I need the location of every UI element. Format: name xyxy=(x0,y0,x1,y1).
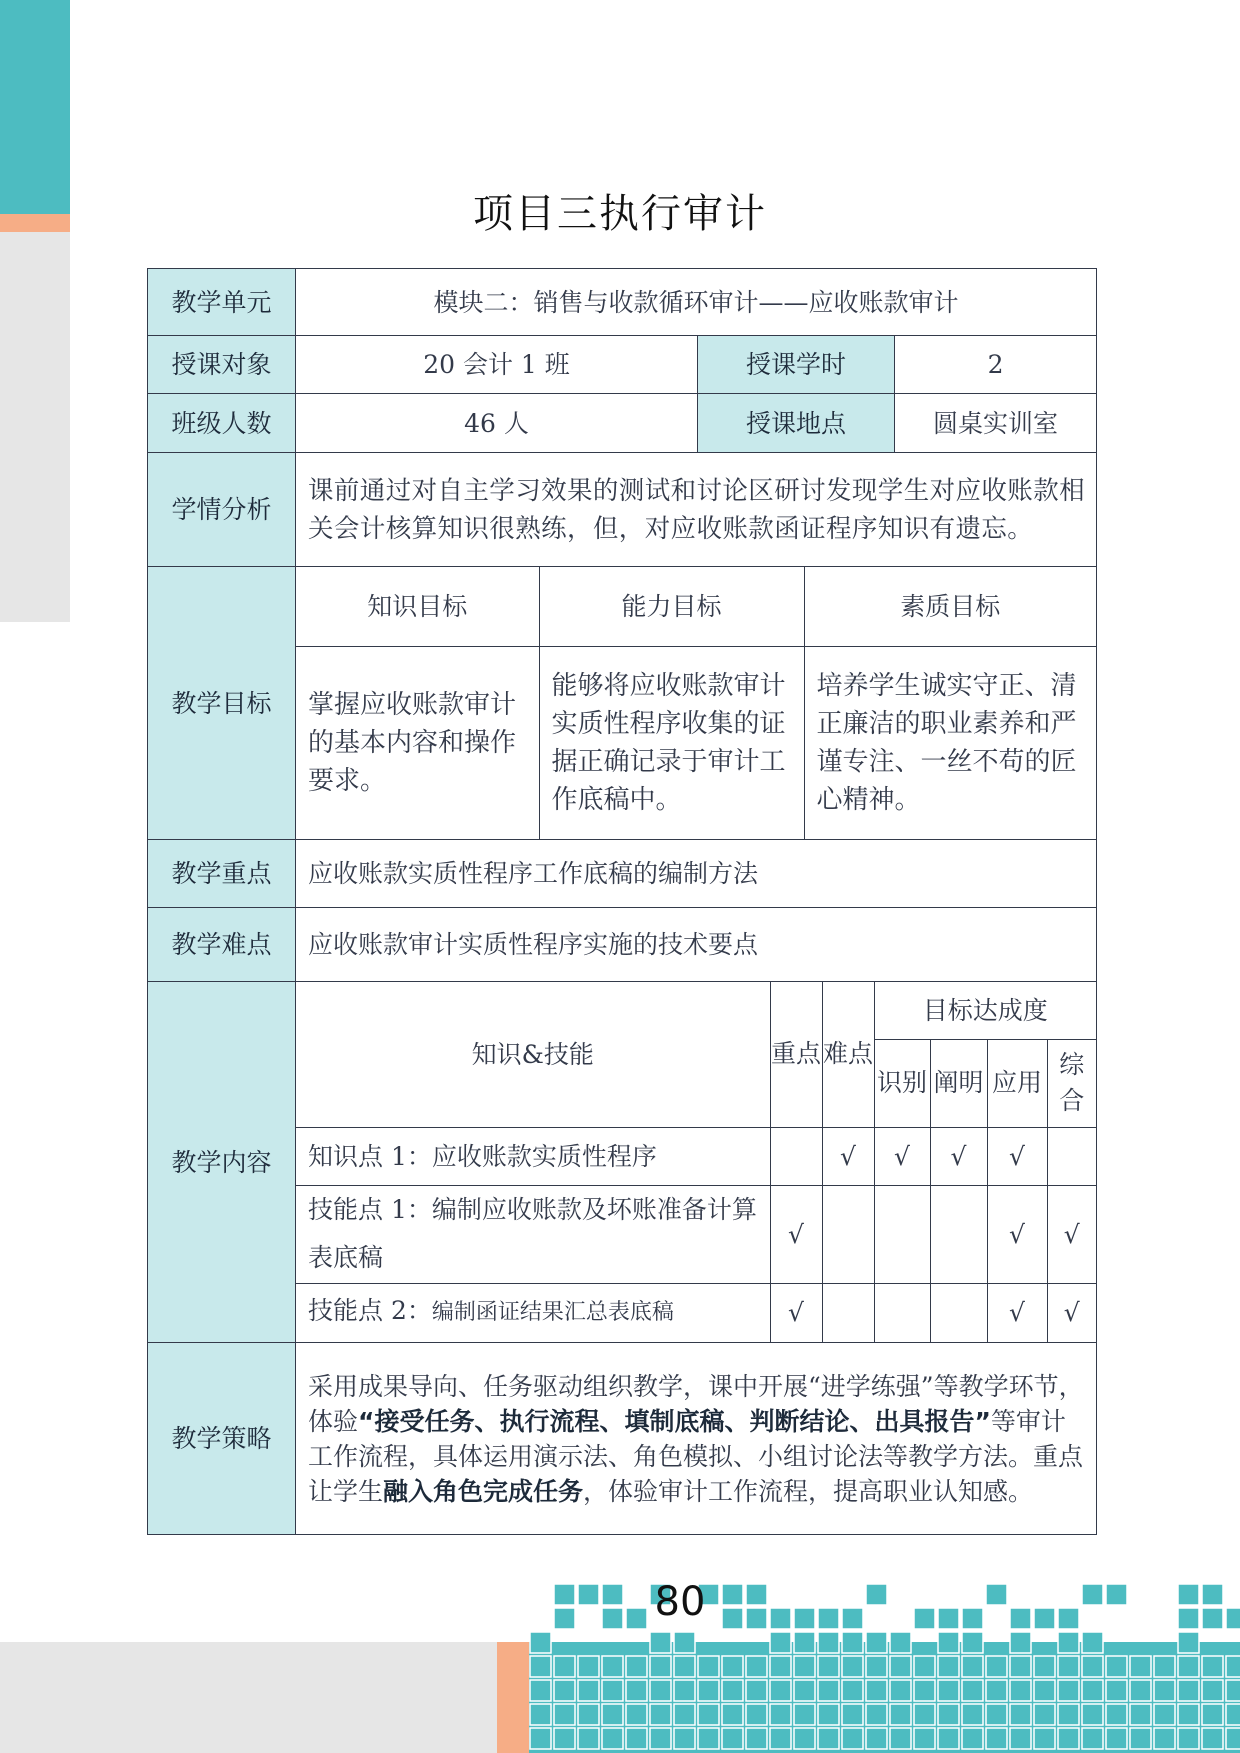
footer-grid-square xyxy=(818,1608,839,1629)
footer-grid-square xyxy=(650,1680,671,1701)
lesson-plan-table xyxy=(147,268,1097,1535)
footer-grid-square xyxy=(1178,1704,1199,1725)
strategy-bold-1: “接受任务、执行流程、填制底稿、判断结论、出具报告” xyxy=(358,1406,991,1436)
footer-grid-square xyxy=(746,1728,767,1749)
place-label: 授课地点 xyxy=(698,394,895,453)
footer-grid-square xyxy=(626,1680,647,1701)
content-item-name: 技能点 1：编制应收账款及坏账准备计算表底稿 xyxy=(296,1185,770,1283)
footer-grid-square xyxy=(1034,1680,1055,1701)
footer-grid-square xyxy=(1106,1680,1127,1701)
footer-grid-square xyxy=(554,1608,575,1629)
goals-cell xyxy=(296,567,1097,840)
footer-grid-square xyxy=(986,1584,1007,1605)
footer-grid-square xyxy=(770,1704,791,1725)
footer-grid-square xyxy=(602,1680,623,1701)
footer-grid-square xyxy=(578,1656,599,1677)
footer-grid-square xyxy=(842,1728,863,1749)
footer-grid-square xyxy=(770,1656,791,1677)
content-inner-table xyxy=(296,982,1096,1342)
footer-grid-square xyxy=(962,1704,983,1725)
footer-grid-square xyxy=(602,1704,623,1725)
side-grey-bar xyxy=(0,232,70,622)
footer-grid-square xyxy=(1178,1680,1199,1701)
page-title: 项目三执行审计 xyxy=(473,191,767,237)
footer-grid-square xyxy=(890,1680,911,1701)
check-explain xyxy=(930,1283,987,1342)
footer-grid-square xyxy=(1154,1728,1175,1749)
difficulty-value: 应收账款审计实质性程序实施的技术要点 xyxy=(296,908,1097,982)
footer-grid-square xyxy=(530,1704,551,1725)
footer-grid-square xyxy=(626,1656,647,1677)
explain-col-head: 阐明 xyxy=(930,1039,987,1127)
footer-grid-square xyxy=(866,1632,887,1653)
footer-grid-square xyxy=(1178,1608,1199,1629)
footer-grid-square xyxy=(1202,1656,1223,1677)
footer-grid-square xyxy=(914,1728,935,1749)
row-content xyxy=(148,982,1097,1343)
footer-grid-square xyxy=(1130,1656,1151,1677)
footer-grid-square xyxy=(674,1632,695,1653)
hours-value: 2 xyxy=(895,336,1097,394)
place-value: 圆桌实训室 xyxy=(895,394,1097,453)
footer-grid-square xyxy=(986,1680,1007,1701)
footer-grid-square xyxy=(842,1632,863,1653)
class-size-label: 班级人数 xyxy=(148,394,296,453)
footer-grid-square xyxy=(674,1656,695,1677)
footer-grid-square xyxy=(530,1680,551,1701)
footer-grid-square xyxy=(1226,1608,1240,1629)
footer-grid-square xyxy=(674,1680,695,1701)
footer-grid-square xyxy=(794,1728,815,1749)
synth-col-head: 综合 xyxy=(1047,1039,1096,1127)
footer-grid-square xyxy=(962,1728,983,1749)
side-teal-bar xyxy=(0,0,70,214)
class-size-value: 46 人 xyxy=(296,394,698,453)
footer-grid-square xyxy=(722,1704,743,1725)
footer-grid-square xyxy=(770,1728,791,1749)
table-row xyxy=(296,1127,1096,1185)
footer-grid-square xyxy=(674,1728,695,1749)
strategy-text-2: 等审计工作流程，具体运用演示法、角色模拟、小组讨论法等教学方法。重点让学生 xyxy=(308,1406,1084,1506)
footer-grid-square xyxy=(698,1680,719,1701)
footer-grid-square xyxy=(1058,1656,1079,1677)
difficulty-label: 教学难点 xyxy=(148,908,296,982)
row-class-size xyxy=(148,394,1097,453)
check-identify xyxy=(874,1185,930,1283)
key-point-value: 应收账款实质性程序工作底稿的编制方法 xyxy=(296,840,1097,908)
footer-grid-square xyxy=(842,1704,863,1725)
check-key: √ xyxy=(770,1283,822,1342)
footer-grid-square xyxy=(1082,1728,1103,1749)
footer-grid-square xyxy=(770,1680,791,1701)
check-key: √ xyxy=(770,1185,822,1283)
unit-value: 模块二：销售与收款循环审计——应收账款审计 xyxy=(296,269,1097,336)
strategy-text-3: ，体验审计工作流程，提高职业认知感。 xyxy=(583,1476,1034,1506)
footer-grid-square xyxy=(674,1704,695,1725)
strategy-bold-2: 融入角色完成任务 xyxy=(383,1476,584,1506)
footer-grid-square xyxy=(866,1584,887,1605)
analysis-label: 学情分析 xyxy=(148,453,296,567)
footer-grid-square xyxy=(1202,1680,1223,1701)
footer-grid-square xyxy=(650,1728,671,1749)
footer-grid-square xyxy=(794,1680,815,1701)
footer-grid-square xyxy=(530,1728,551,1749)
footer-grid-square xyxy=(1010,1632,1031,1653)
footer-grid-square xyxy=(578,1680,599,1701)
unit-label: 教学单元 xyxy=(148,269,296,336)
content-item-name xyxy=(296,1283,770,1342)
footer-grid-square xyxy=(794,1704,815,1725)
footer-grid-square xyxy=(842,1608,863,1629)
footer-grid-square xyxy=(962,1656,983,1677)
footer-grid-square xyxy=(938,1608,959,1629)
goal-achievement-head: 目标达成度 xyxy=(874,982,1096,1039)
footer-grid-square xyxy=(1034,1608,1055,1629)
check-apply: √ xyxy=(987,1283,1047,1342)
quality-goal: 培养学生诚实守正、清正廉洁的职业素养和严谨专注、一丝不苟的匠心精神。 xyxy=(804,646,1096,839)
footer-grid-square xyxy=(650,1704,671,1725)
footer-grid-square xyxy=(818,1632,839,1653)
footer-grid-square xyxy=(962,1680,983,1701)
footer-grid-square xyxy=(746,1656,767,1677)
footer-grid-square xyxy=(938,1704,959,1725)
footer-grid-square xyxy=(890,1704,911,1725)
footer-grid-square xyxy=(794,1608,815,1629)
skill-col-head: 知识&技能 xyxy=(296,982,770,1127)
footer-grid-square xyxy=(554,1680,575,1701)
footer-grid-square xyxy=(1034,1704,1055,1725)
footer-grid-square xyxy=(746,1584,767,1605)
footer-grid-square xyxy=(626,1728,647,1749)
check-synth xyxy=(1047,1127,1096,1185)
ability-goal: 能够将应收账款审计实质性程序收集的证据正确记录于审计工作底稿中。 xyxy=(539,646,804,839)
footer-grid-square xyxy=(914,1680,935,1701)
check-key xyxy=(770,1127,822,1185)
footer-grid-square xyxy=(890,1656,911,1677)
footer-grid-square xyxy=(1154,1704,1175,1725)
check-hard xyxy=(822,1283,874,1342)
footer-grid-square xyxy=(746,1608,767,1629)
identify-col-head: 识别 xyxy=(874,1039,930,1127)
footer-grid-square xyxy=(914,1608,935,1629)
footer-grid-square xyxy=(1178,1632,1199,1653)
check-identify: √ xyxy=(874,1127,930,1185)
footer-grid-square xyxy=(890,1632,911,1653)
check-explain xyxy=(930,1185,987,1283)
footer-grid-square xyxy=(866,1680,887,1701)
footer-grid-square xyxy=(1106,1728,1127,1749)
knowledge-goal: 掌握应收账款审计的基本内容和操作要求。 xyxy=(296,646,539,839)
hours-label: 授课学时 xyxy=(698,336,895,394)
footer-grid-square xyxy=(1082,1680,1103,1701)
footer-grid-square xyxy=(1106,1656,1127,1677)
strategy-value xyxy=(296,1343,1097,1535)
footer-grid-square xyxy=(1034,1728,1055,1749)
footer-grid-square xyxy=(866,1704,887,1725)
row-analysis xyxy=(148,453,1097,567)
check-apply: √ xyxy=(987,1127,1047,1185)
content-item-name: 知识点 1：应收账款实质性程序 xyxy=(296,1127,770,1185)
footer-grid-square xyxy=(722,1608,743,1629)
footer-grid-square xyxy=(890,1728,911,1749)
footer-grid-square xyxy=(554,1656,575,1677)
content-item-prefix: 技能点 2： xyxy=(308,1295,432,1325)
ability-goal-head: 能力目标 xyxy=(539,567,804,646)
footer-grid-square xyxy=(1058,1608,1079,1629)
footer-grid-square xyxy=(1106,1704,1127,1725)
check-hard: √ xyxy=(822,1127,874,1185)
footer-grid-square xyxy=(1058,1680,1079,1701)
footer-grid-square xyxy=(818,1656,839,1677)
footer-grid-square xyxy=(962,1608,983,1629)
check-apply: √ xyxy=(987,1185,1047,1283)
footer-grid-square xyxy=(842,1680,863,1701)
audience-value: 20 会计 1 班 xyxy=(296,336,698,394)
strategy-label: 教学策略 xyxy=(148,1343,296,1535)
footer-grid-square xyxy=(1010,1680,1031,1701)
content-cell xyxy=(296,982,1097,1343)
check-synth: √ xyxy=(1047,1283,1096,1342)
knowledge-goal-head: 知识目标 xyxy=(296,567,539,646)
footer-grid-square xyxy=(1178,1728,1199,1749)
footer-grid-square xyxy=(1082,1584,1103,1605)
footer-grid-square xyxy=(554,1584,575,1605)
content-item-text: 编制函证结果汇总表底稿 xyxy=(431,1299,674,1325)
footer-grid-square xyxy=(722,1584,743,1605)
footer-grid-square xyxy=(530,1656,551,1677)
apply-col-head: 应用 xyxy=(987,1039,1047,1127)
footer-grid-square xyxy=(1226,1728,1240,1749)
footer-grid-square xyxy=(1058,1632,1079,1653)
footer-grid-square xyxy=(1178,1656,1199,1677)
footer-grid-square xyxy=(1226,1656,1240,1677)
check-hard xyxy=(822,1185,874,1283)
row-key-point xyxy=(148,840,1097,908)
page-number: 80 xyxy=(654,1579,706,1625)
footer-grid-square xyxy=(1202,1608,1223,1629)
footer-grid-square xyxy=(938,1680,959,1701)
footer-grid-square xyxy=(1010,1608,1031,1629)
key-col-head: 重点 xyxy=(770,982,822,1127)
footer-grid-square xyxy=(1226,1680,1240,1701)
key-point-label: 教学重点 xyxy=(148,840,296,908)
footer-grid-square xyxy=(650,1632,671,1653)
footer-grid-square xyxy=(602,1584,623,1605)
footer-grid-square xyxy=(938,1632,959,1653)
footer-grid-pattern xyxy=(529,1582,1240,1753)
footer-grid-square xyxy=(1010,1728,1031,1749)
footer-grid-square xyxy=(746,1704,767,1725)
audience-label: 授课对象 xyxy=(148,336,296,394)
goals-label: 教学目标 xyxy=(148,567,296,840)
footer-grid-square xyxy=(818,1728,839,1749)
strategy-text-1: 采用成果导向、任务驱动组织教学，课中开展“进学练强”等教学环节，体验 xyxy=(308,1371,1084,1436)
footer-grid-square xyxy=(1154,1680,1175,1701)
hard-col-head: 难点 xyxy=(822,982,874,1127)
footer-grid-square xyxy=(1154,1656,1175,1677)
footer-grid-square xyxy=(1130,1728,1151,1749)
footer-grid-square xyxy=(1202,1728,1223,1749)
analysis-value: 课前通过对自主学习效果的测试和讨论区研讨发现学生对应收账款相关会计核算知识很熟练，但，对应收账款函证程序知识有遗忘。 xyxy=(296,453,1097,567)
footer-grid-square xyxy=(1226,1704,1240,1725)
footer-grid-square xyxy=(530,1632,551,1653)
footer-grid-square xyxy=(626,1704,647,1725)
footer-grid-square xyxy=(1058,1728,1079,1749)
footer-grid-square xyxy=(722,1680,743,1701)
row-difficulty xyxy=(148,908,1097,982)
footer-grid-square xyxy=(602,1656,623,1677)
footer-grid-square xyxy=(578,1704,599,1725)
footer-grid-square xyxy=(914,1704,935,1725)
footer-grey-band xyxy=(0,1642,497,1753)
footer-grid-square xyxy=(1130,1704,1151,1725)
footer-grid-square xyxy=(986,1728,1007,1749)
row-strategy xyxy=(148,1343,1097,1535)
footer-grid-square xyxy=(650,1656,671,1677)
footer-grid-square xyxy=(962,1632,983,1653)
footer-grid-square xyxy=(818,1680,839,1701)
footer-orange-band xyxy=(497,1642,529,1753)
footer-grid-square xyxy=(698,1704,719,1725)
check-synth: √ xyxy=(1047,1185,1096,1283)
footer-grid-square xyxy=(1034,1656,1055,1677)
row-goals xyxy=(148,567,1097,840)
footer-grid-square xyxy=(842,1656,863,1677)
quality-goal-head: 素质目标 xyxy=(804,567,1096,646)
check-identify xyxy=(874,1283,930,1342)
footer-grid-square xyxy=(578,1584,599,1605)
footer-grid-square xyxy=(1202,1704,1223,1725)
content-label: 教学内容 xyxy=(148,982,296,1343)
footer-grid-square xyxy=(722,1728,743,1749)
footer-grid-square xyxy=(1178,1584,1199,1605)
footer-grid-square xyxy=(866,1656,887,1677)
footer-grid-square xyxy=(1202,1584,1223,1605)
footer-grid-square xyxy=(914,1656,935,1677)
footer-grid-square xyxy=(794,1656,815,1677)
footer-grid-square xyxy=(554,1704,575,1725)
footer-grid-square xyxy=(1106,1584,1127,1605)
footer-grid-square xyxy=(1010,1704,1031,1725)
table-row xyxy=(296,1283,1096,1342)
footer-grid-square xyxy=(602,1608,623,1629)
table-row xyxy=(296,1185,1096,1283)
footer-grid-square xyxy=(818,1704,839,1725)
footer-grid-square xyxy=(938,1728,959,1749)
check-explain: √ xyxy=(930,1127,987,1185)
footer-grid-square xyxy=(602,1728,623,1749)
footer-grid-square xyxy=(986,1656,1007,1677)
goals-inner-table xyxy=(296,567,1096,839)
footer-grid-square xyxy=(554,1728,575,1749)
footer-grid-square xyxy=(578,1728,599,1749)
footer-grid-square xyxy=(938,1656,959,1677)
footer-grid-square xyxy=(794,1632,815,1653)
row-unit xyxy=(148,269,1097,336)
footer-grid-square xyxy=(698,1728,719,1749)
footer-grid-square xyxy=(770,1632,791,1653)
footer-grid-square xyxy=(1058,1704,1079,1725)
footer-grid-square xyxy=(722,1656,743,1677)
footer-grid-square xyxy=(1130,1680,1151,1701)
row-audience xyxy=(148,336,1097,394)
footer-grid-square xyxy=(698,1656,719,1677)
footer-grid-square xyxy=(1010,1656,1031,1677)
footer-grid-square xyxy=(866,1728,887,1749)
footer-grid-square xyxy=(1082,1704,1103,1725)
footer-grid-square xyxy=(770,1608,791,1629)
footer-grid-square xyxy=(746,1680,767,1701)
footer-grid-square xyxy=(986,1704,1007,1725)
footer-grid-square xyxy=(1082,1632,1103,1653)
footer-grid-square xyxy=(1082,1656,1103,1677)
